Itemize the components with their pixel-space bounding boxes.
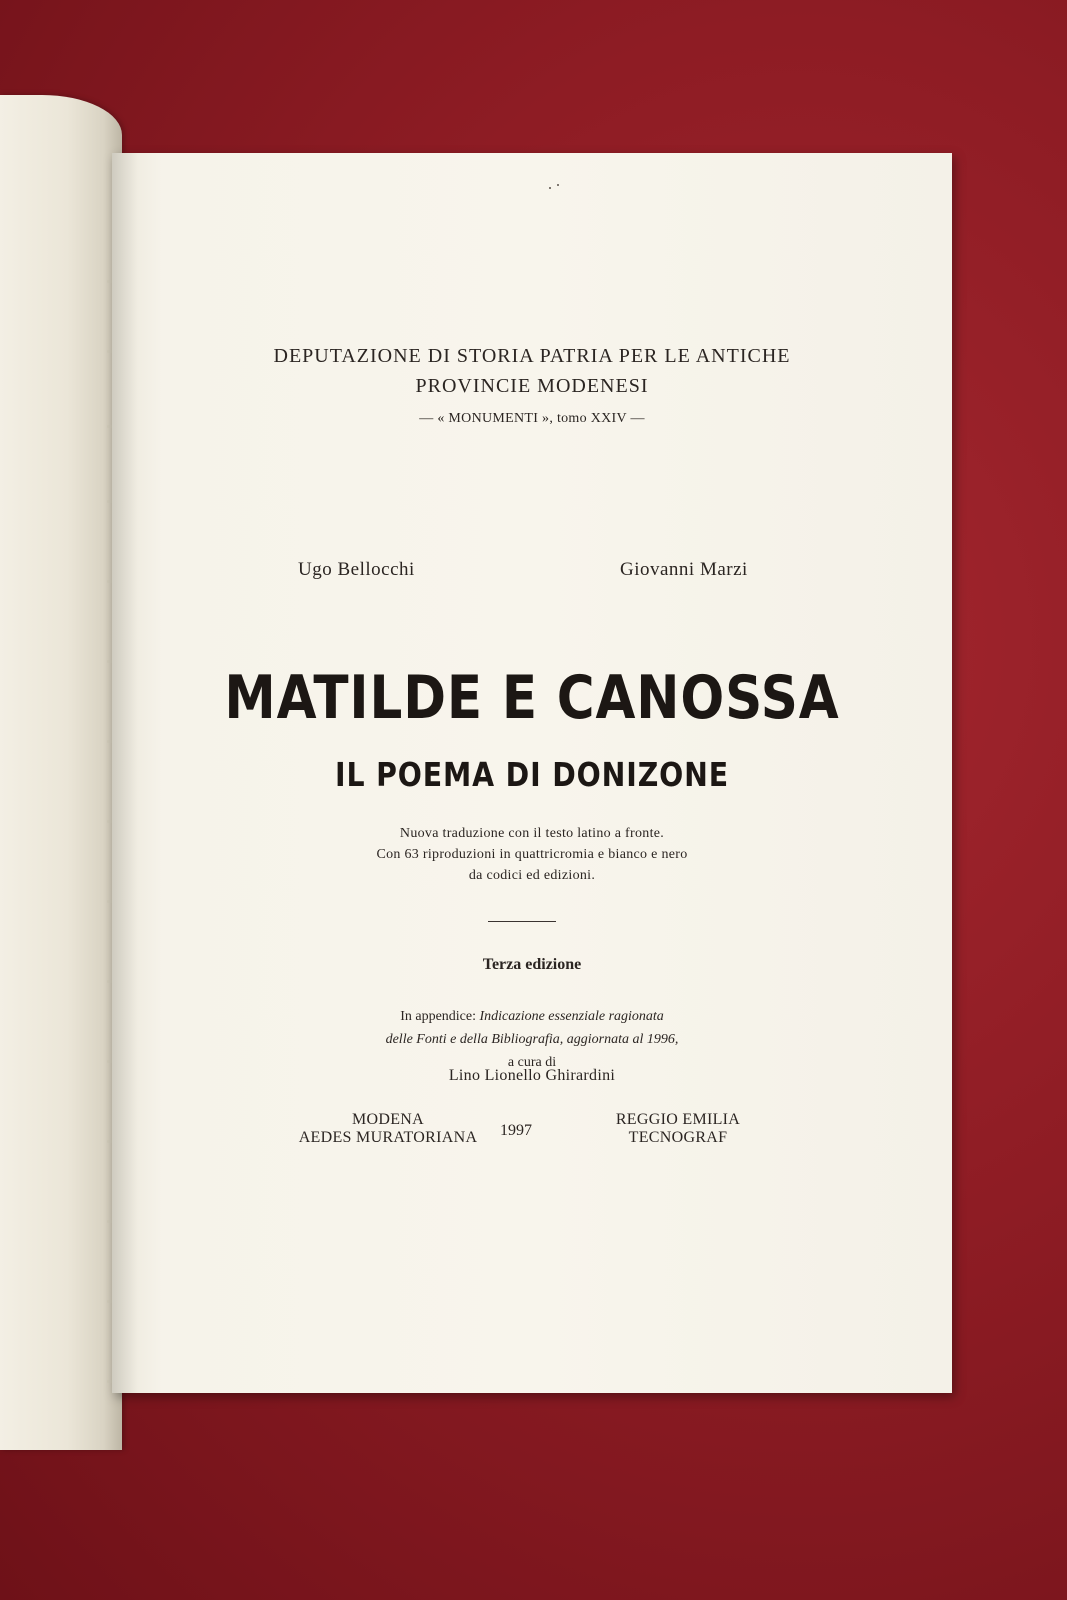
publisher-left: [288, 1111, 488, 1147]
book-subtitle: IL POEMA DI DONIZONE: [335, 755, 729, 794]
paper-speck: [549, 187, 551, 189]
appendix-line1: [112, 1005, 952, 1028]
publisher-left-name: AEDES MURATORIANA: [298, 1129, 478, 1146]
editor-name: Lino Lionello Ghirardini: [448, 1067, 616, 1084]
left-page: [0, 95, 122, 1450]
description-line: da codici ed edizioni.: [468, 868, 596, 883]
appendix-prefix: In appendice:: [400, 1009, 480, 1024]
title-page: [112, 153, 952, 1393]
publisher-right-city: REGGIO EMILIA: [615, 1111, 741, 1128]
publisher-right-name: TECNOGRAF: [628, 1129, 728, 1146]
author-marzi: Giovanni Marzi: [620, 559, 748, 580]
publication-year: 1997: [500, 1122, 532, 1139]
series-line: — « MONUMENTI », tomo XXIV —: [419, 411, 645, 426]
description-line: Nuova traduzione con il testo latino a fronte.: [399, 826, 665, 841]
institution-line1: DEPUTAZIONE DI STORIA PATRIA PER LE ANTICHE: [273, 345, 791, 367]
appendix: [112, 1005, 952, 1074]
institution-line2: PROVINCIE MODENESI: [415, 375, 649, 397]
appendix-italic-1: Indicazione essenziale ragionata: [479, 1009, 664, 1024]
publisher-left-city: MODENA: [351, 1111, 425, 1128]
description: [112, 823, 952, 886]
book-title: MATILDE E CANOSSA: [224, 663, 840, 733]
appendix-curator: a cura di: [507, 1055, 557, 1070]
appendix-italic-2: delle Fonti e della Bibliografia, aggiornata al 1996,: [385, 1032, 679, 1047]
institution: [112, 341, 952, 401]
description-line: Con 63 riproduzioni in quattricromia e bianco e nero: [376, 847, 688, 862]
author-bellocchi: Ugo Bellocchi: [298, 559, 415, 580]
publisher-right: [588, 1111, 768, 1147]
divider-rule: [488, 921, 556, 922]
paper-speck: [557, 184, 559, 186]
gutter-shadow: [112, 153, 138, 1393]
edition: Terza edizione: [482, 956, 582, 973]
